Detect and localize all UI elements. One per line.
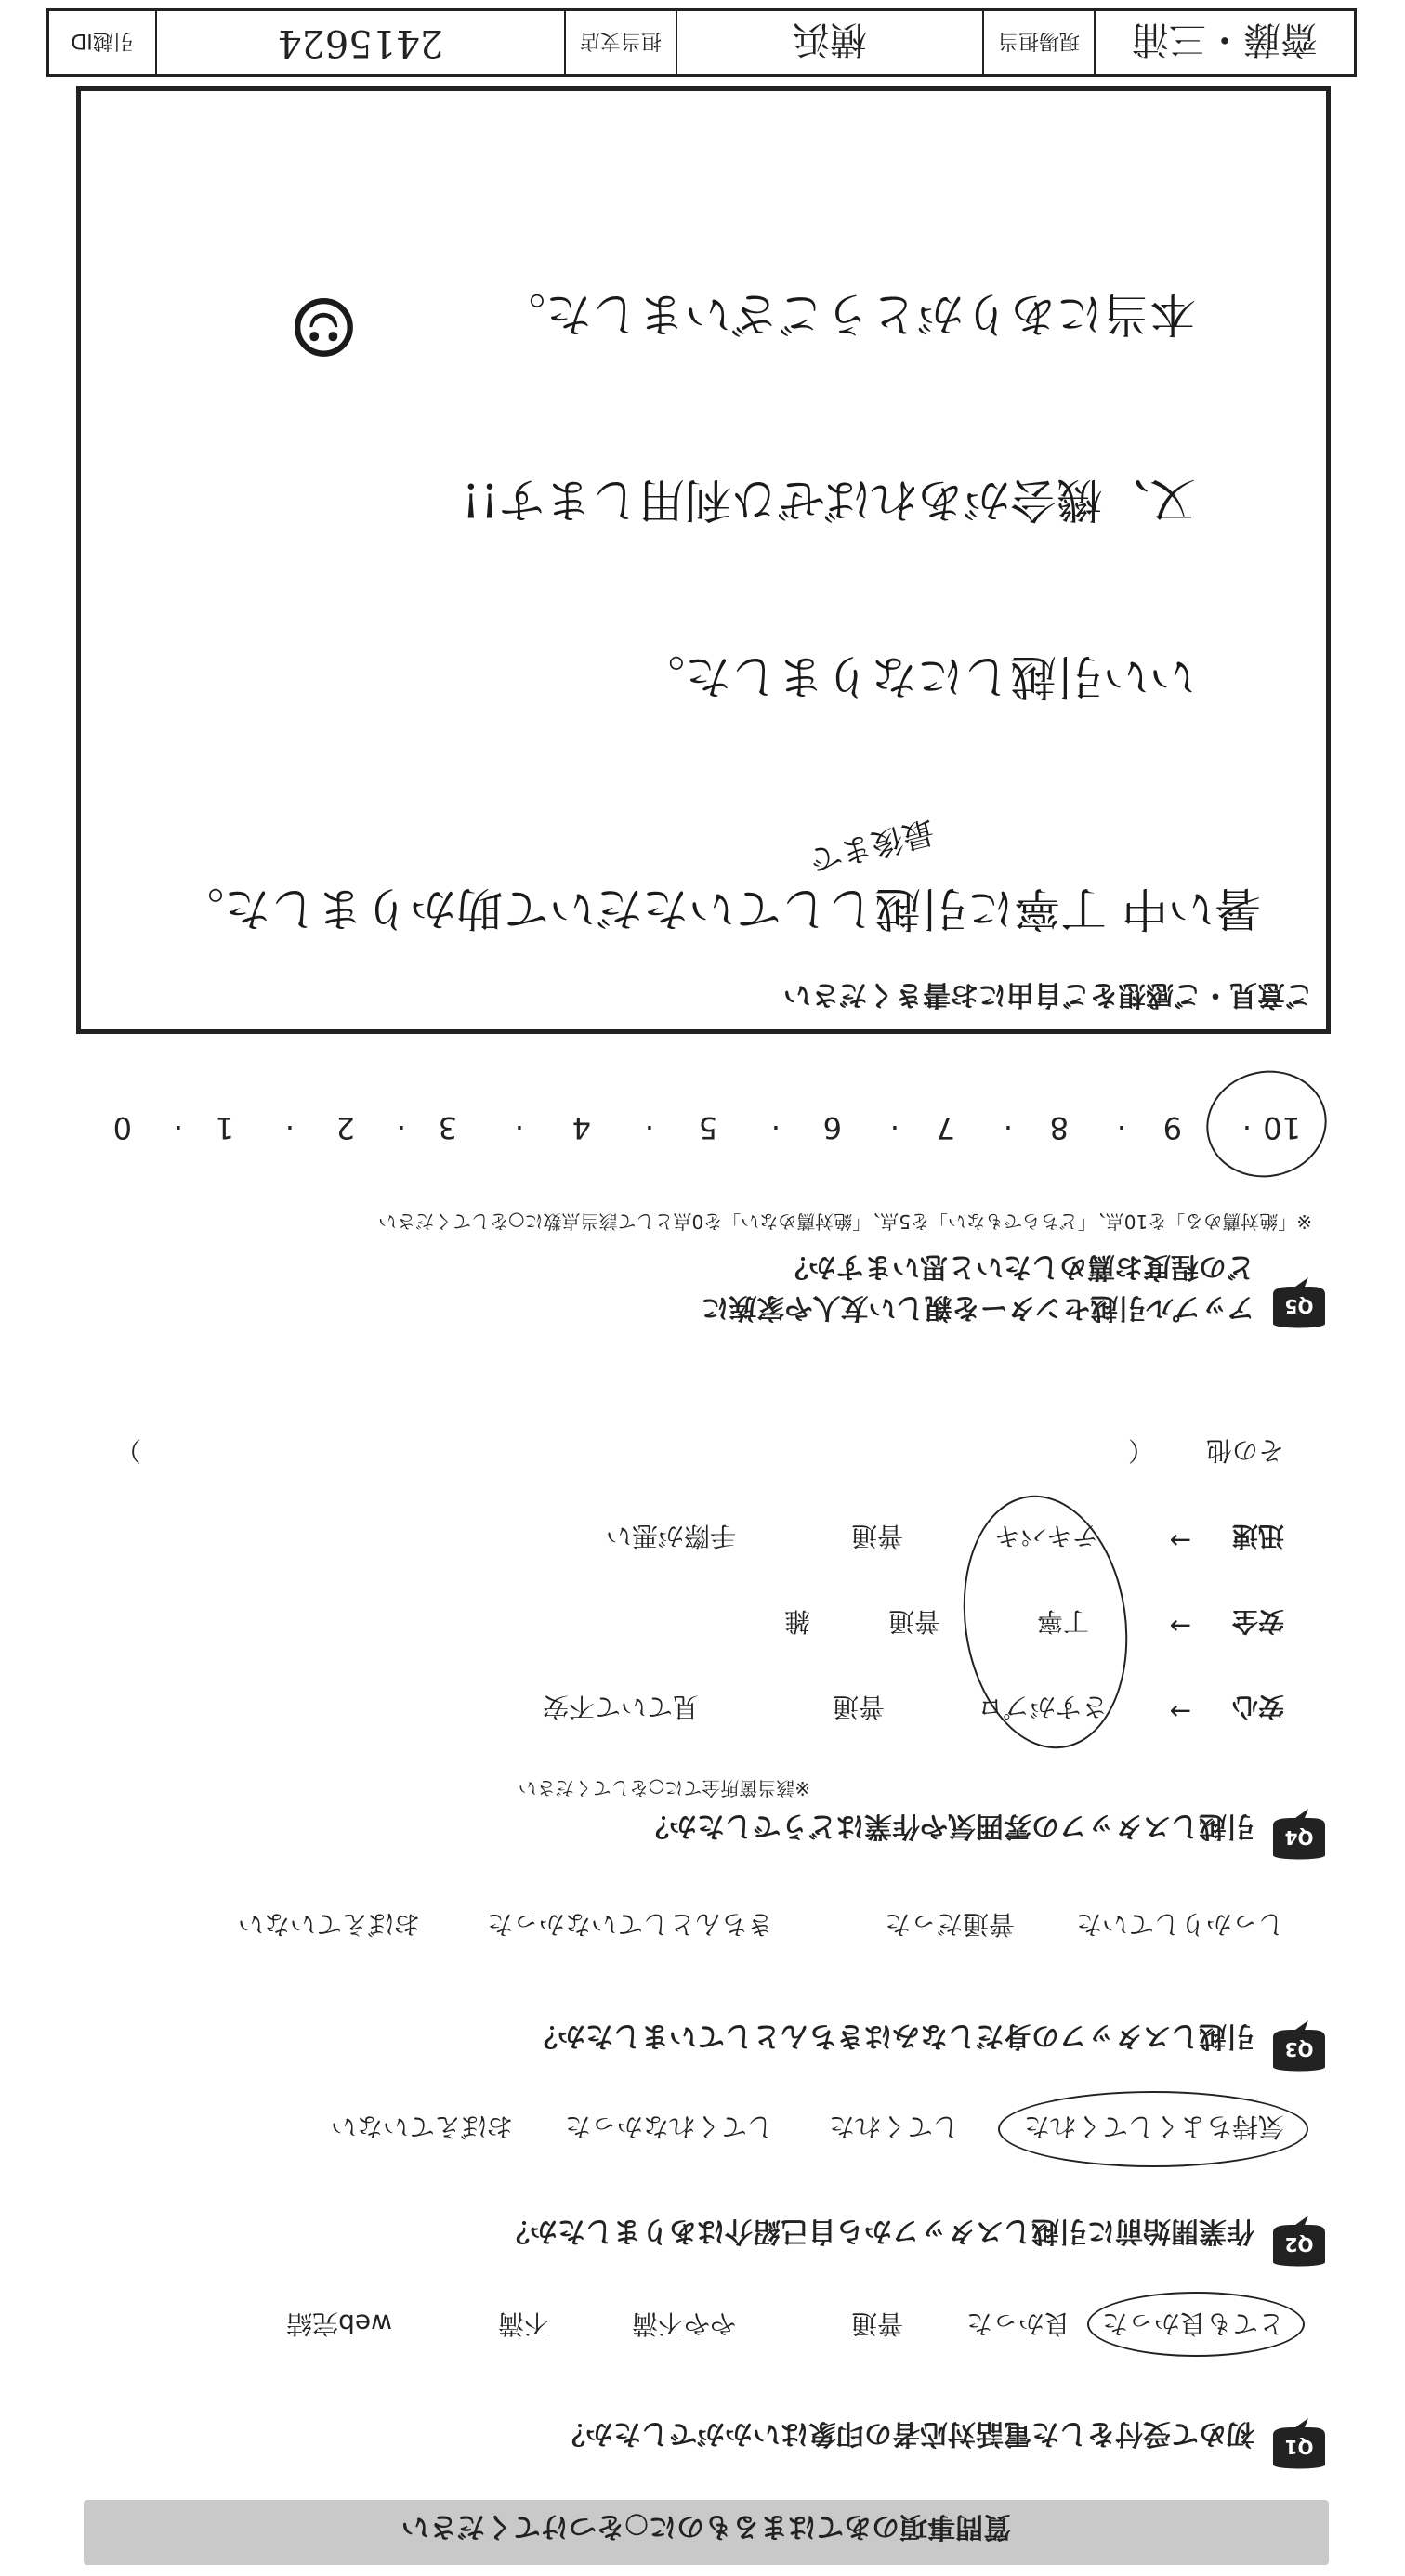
q5-title-line1: アップル引越センターを親しい友人や家族に — [701, 1291, 1254, 1324]
q4-note: ※該当箇所全てに○をしてください — [518, 1777, 810, 1799]
q4-option-mind-normal[interactable]: 普通 — [832, 1692, 885, 1722]
q5-score-option[interactable]: 6 — [822, 1110, 842, 1145]
svg-text:Q2: Q2 — [1284, 2233, 1314, 2256]
q5-score-option[interactable]: 10 — [1263, 1110, 1301, 1145]
comment-line-1: 暑い中 丁寧に引越ししていただいて助かりました。 — [177, 882, 1261, 935]
move-id-label: 引越ID — [71, 29, 134, 53]
smiley-icon: ☺ — [287, 279, 360, 372]
q4-other-close: ） — [114, 1435, 141, 1466]
q4-option-pro[interactable]: さすがプロ — [977, 1692, 1108, 1722]
q4-option-quick[interactable]: テキパキ — [993, 1521, 1098, 1551]
q3-title: 引越しスタッフの身だしなみはきちんとしていましたか？ — [530, 2020, 1254, 2052]
leader-label-cell — [982, 11, 1094, 74]
q3-badge-icon — [1266, 2019, 1333, 2074]
q4-other-open: （ — [1127, 1435, 1154, 1466]
comment-line-4: 本当にありがとうございました。 — [499, 287, 1196, 341]
leader-value: 齋藤・三浦 — [1132, 18, 1318, 61]
q4-title: 引越しスタッフの雰囲気や作業はどうでしたか？ — [641, 1810, 1254, 1842]
q1-option-very-good[interactable]: とても良かった — [1101, 2308, 1284, 2339]
q4-row-safety-label: 安全 — [1231, 1606, 1284, 1637]
comment-box-title: ご意見・ご感想をご自由にお書きください — [783, 978, 1313, 1011]
svg-text:Q4: Q4 — [1284, 1826, 1314, 1849]
q5-score-option[interactable]: 7 — [936, 1110, 955, 1145]
q3-option-normal[interactable]: 普通だった — [884, 1909, 1015, 1940]
q2-option-pleasant[interactable]: 気持ちよくしてくれた — [1023, 2112, 1284, 2142]
q1-option-web[interactable]: web完結 — [286, 2308, 392, 2339]
branch-label: 担当支店 — [580, 29, 663, 53]
comment-box — [76, 86, 1331, 1034]
q5-score-option[interactable]: 3 — [438, 1110, 457, 1145]
q2-selection-circle — [998, 2091, 1308, 2167]
svg-text:Q5: Q5 — [1284, 1295, 1314, 1317]
q5-title-line2: どの程度お薦めしたいと思いますか？ — [781, 1250, 1254, 1283]
q4-row-speed-arrow: → — [1169, 1525, 1191, 1556]
q1-option-good[interactable]: 良かった — [965, 2308, 1070, 2339]
q4-row-safety-arrow: → — [1169, 1611, 1191, 1641]
move-id-value: 2415624 — [277, 21, 444, 64]
q1-option-unsatisfied[interactable]: 不満 — [497, 2308, 550, 2339]
move-id-label-cell — [49, 11, 155, 74]
q4-row-safe-mind-label: 安心 — [1231, 1692, 1284, 1722]
q1-selection-circle — [1087, 2292, 1305, 2357]
survey-sheet: 質問事項のあてはまるものに○をつけてください Q1 初めて受付をした電話対応者の印象はいかがでしたか？ とても良かった 良かった 普通 やや不満 不満 web完結 Q2 作業開始前に引越しスタッフから自己紹介はありましたか？ 気持ちよくしてくれた してくれた してくれなかった おぼえていない Q3 引越しスタッフの身だしなみはきちんとしていましたか？ しっかりしていた 普通だった きちんとしていなかった おぼえていない Q4 引越しスタッフの雰囲気や作業はどうでしたか？ ※該当箇所全てに○をしてください 安心 → さすがプロ 普通 見ていて不安 安全 → 丁寧 普通 雑 迅速 → テキパキ 普通 手際が悪い その他 （ ） Q5 アップル引越センターを親しい友人や家族に どの程度お薦めしたいと思いますか？ ※「絶対薦める」を10点、「どちらでもない」を5点、「絶対薦めない」を0点として該当点数に○をしてください 10 9 8 7 6 5 4 3 2 1 0 · · · · · · · · · · ご意見・ご感想をご自由にお書きください 暑い中 丁寧に引越ししていただいて助かりました。 最後まで いい引越しになりました。 又、機会があればぜひ利用します!! 本当にありがとうございました。 ☺ 齋藤・三浦 現場担当 横浜 担当支店 2415624 引越ID — [0, 0, 1405, 2576]
q1-option-normal[interactable]: 普通 — [850, 2308, 903, 2339]
instruction-band — [84, 2500, 1329, 2565]
q2-title: 作業開始前に引越しスタッフから自己紹介はありましたか？ — [502, 2215, 1254, 2247]
q1-title: 初めて受付をした電話対応者の印象はいかがでしたか？ — [558, 2417, 1254, 2450]
comment-line-3: 又、機会があればぜひ利用します!! — [461, 473, 1196, 527]
move-id-value-cell — [155, 11, 564, 74]
branch-label-cell — [564, 11, 676, 74]
q4-row-safe-mind-arrow: → — [1169, 1696, 1191, 1727]
q5-score-option[interactable]: 4 — [571, 1110, 591, 1145]
q5-score-option[interactable]: 2 — [335, 1110, 355, 1145]
q3-option-neat[interactable]: しっかりしていた — [1075, 1909, 1284, 1940]
q4-option-clumsy[interactable]: 手際が悪い — [605, 1521, 736, 1551]
svg-text:Q3: Q3 — [1284, 2038, 1314, 2060]
comment-insertion: 最後まで — [806, 812, 938, 879]
q4-option-speed-normal[interactable]: 普通 — [850, 1521, 903, 1551]
q1-option-slightly-unsatisfied[interactable]: やや不満 — [631, 2308, 736, 2339]
q5-badge-icon — [1266, 1275, 1333, 1331]
q5-score-option[interactable]: 9 — [1162, 1110, 1182, 1145]
comment-line-2: いい引越しになりました。 — [638, 649, 1196, 703]
q4-option-careful[interactable]: 丁寧 — [1036, 1606, 1089, 1637]
q2-badge-icon — [1266, 2214, 1333, 2269]
q2-option-did[interactable]: してくれた — [828, 2112, 959, 2142]
branch-value: 横浜 — [793, 18, 867, 61]
instruction-text: 質問事項のあてはまるものに○をつけてください — [400, 2510, 1012, 2543]
id-table — [46, 8, 1357, 77]
q4-other-label: その他 — [1205, 1435, 1284, 1466]
leader-value-cell — [1094, 11, 1354, 74]
q4-option-uneasy[interactable]: 見ていて不安 — [542, 1692, 699, 1722]
q5-score-option[interactable]: 8 — [1049, 1110, 1069, 1145]
q5-selection-circle — [1197, 1060, 1337, 1189]
leader-label: 現場担当 — [998, 29, 1081, 53]
q2-option-did-not[interactable]: してくれなかった — [564, 2112, 773, 2142]
q5-score-option[interactable]: 5 — [698, 1110, 717, 1145]
branch-value-cell — [676, 11, 982, 74]
q4-option-rough[interactable]: 雑 — [783, 1606, 810, 1637]
q5-score-option[interactable]: 1 — [215, 1110, 234, 1145]
q3-option-not-neat[interactable]: きちんとしていなかった — [486, 1909, 773, 1940]
q3-option-dont-remember[interactable]: おぼえていない — [237, 1909, 420, 1940]
q5-note: ※「絶対薦める」を10点、「どちらでもない」を5点、「絶対薦めない」を0点として該当点数に○をしてください — [378, 1210, 1312, 1233]
svg-text:Q1: Q1 — [1284, 2436, 1314, 2458]
q1-badge-icon — [1266, 2416, 1333, 2472]
q4-badge-icon — [1266, 1807, 1333, 1863]
q5-score-option[interactable]: 0 — [112, 1110, 132, 1145]
q2-option-dont-remember[interactable]: おぼえていない — [330, 2112, 513, 2142]
q4-option-safety-normal[interactable]: 普通 — [887, 1606, 940, 1637]
q4-row-speed-label: 迅速 — [1231, 1521, 1284, 1551]
